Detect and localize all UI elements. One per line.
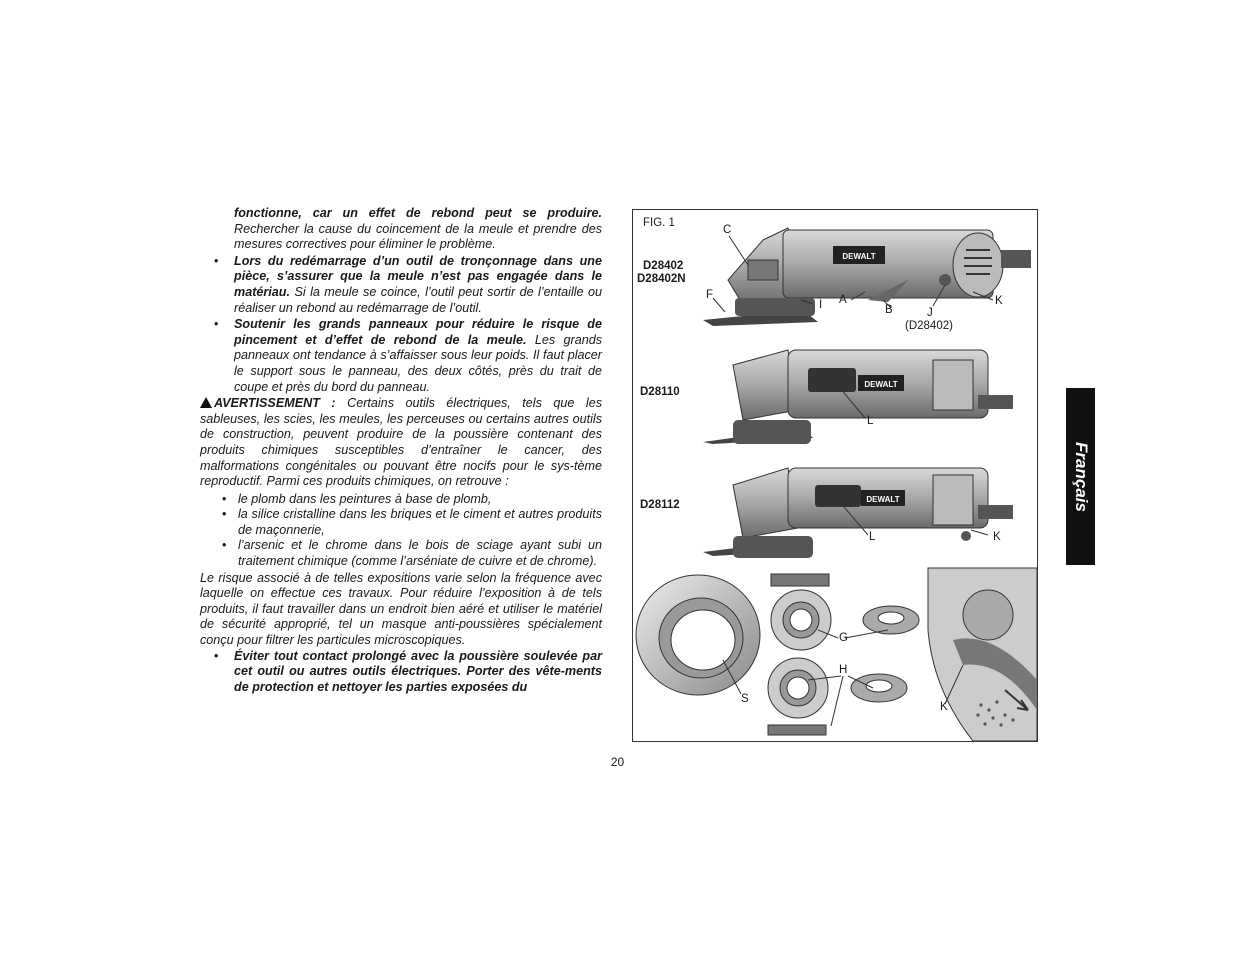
text: Certains outils électriques, tels que les sableuses, les scies, les meules, les perceuses ou certains autres outils de construction, peuvent produire de la poussière contenant des produits chimiques susceptibles d’entraîner le cancer, des malformations congénitales ou pouvant être nocifs pour le sys-tème reproductif. Parmi ces produits chimiques, on retrouve :: [200, 396, 602, 489]
text: Rechercher la cause du coincement de la meule et prendre des mesures correctives pour éliminer le problème.: [234, 221, 602, 252]
bullet-item: • Soutenir les grands panneaux pour réduire le risque de pincement et d’effet de rebond de la meule. Les grands panneaux ont tendance à s’affaisser sous leur poids. Il faut placer le support sous le panneau, des deux côtés, près du trait de coupe et près du bord du panneau.: [214, 317, 603, 394]
figure-title: FIG. 1: [643, 217, 675, 229]
bold-text: Soutenir les grands panneaux pour réduire le risque de pincement et d’effet de rebond de la meule.: [234, 317, 602, 347]
brand-logo: DEWALT: [866, 495, 900, 504]
callout-l: L: [869, 531, 876, 543]
model-label: D28402: [643, 260, 684, 272]
list-item: • la silice cristalline dans les briques et le ciment et autres produits de maçonnerie,: [222, 507, 602, 537]
bullet-item: • Lors du redémarrage d’un outil de tronçonnage dans une pièce, s’assurer que la meule n’est pas engagée dans le matériau. Si la meule se coince, l’outil peut sortir de l’entaille ou réaliser un rebond au redémarrage de l’outil.: [214, 253, 602, 315]
text: la silice cristalline dans les briques et le ciment et autres produits de maçonnerie,: [238, 507, 602, 537]
text: l’arsenic et le chrome dans le bois de sciage ayant subi un traitement chimique (comme l’arséniate de cuivre et de chrome).: [238, 538, 602, 569]
brand-logo: DEWALT: [864, 380, 898, 389]
model-label: D28402N: [637, 273, 686, 285]
dust-port-k-drawing: [928, 568, 1037, 741]
model-label: D28110: [640, 386, 680, 398]
body-text-column: [200, 206, 602, 695]
grinder-d28112-drawing: [703, 468, 1013, 558]
flange-s-drawing: [636, 575, 760, 695]
callout-j: J: [927, 307, 933, 319]
callout-k: K: [995, 295, 1003, 307]
model-label: D28112: [640, 499, 680, 511]
callout-s: S: [741, 693, 749, 705]
callout-k: K: [940, 701, 948, 713]
callout-a: A: [839, 294, 847, 306]
bold-text: Lors du redémarrage d’un outil de tronçonnage dans une pièce, s’assurer que la meule n’est pas engagée dans le matériau.: [234, 253, 602, 299]
brand-logo: DEWALT: [842, 252, 876, 261]
paragraph: Le risque associé à de telles expositions varie selon la fréquence avec laquelle on effectue ces travaux. Pour réduire l’exposition à de tels produits, il faut travailler dans un endroit bien aéré et utiliser le matériel de sécurité approprié, tel un masque anti-poussières spécialement conçu pour filtrer les particules microscopiques.: [200, 570, 602, 648]
callout-i: I: [819, 299, 823, 311]
language-tab: [1066, 388, 1095, 565]
callout-c: C: [723, 224, 732, 236]
warning-paragraph: [200, 396, 602, 490]
language-tab-label: Français: [1071, 441, 1091, 512]
bold-text: Éviter tout contact prolongé avec la poussière soulevée par cet outil ou autres outils électriques. Porter des vête-ments de protection et nettoyer les parties exposées du: [234, 648, 602, 694]
bullet-item: • Éviter tout contact prolongé avec la poussière soulevée par cet outil ou autres outils électriques. Porter des vête-ments de protection et nettoyer les parties exposées du: [214, 648, 602, 694]
callout-j-note: (D28402): [905, 320, 953, 332]
flange-h-drawing: [768, 658, 907, 735]
grinder-illustration: [633, 210, 1037, 741]
page-number: 20: [610, 755, 625, 769]
bold-text: fonctionne, car un effet de rebond peut se produire.: [234, 206, 602, 220]
paragraph: [200, 206, 602, 253]
text: Si la meule se coince, l’outil peut sortir de l’entaille ou réaliser un rebond au redémarrage de l’outil.: [234, 284, 602, 315]
figure-1: [632, 209, 1038, 742]
callout-b: B: [885, 304, 893, 316]
list-item: • le plomb dans les peintures à base de plomb,: [222, 491, 492, 506]
text: Les grands panneaux ont tendance à s’affaisser sous leur poids. Il faut placer le support sous le panneau, des deux côtés, près du trait de coupe et près du bord du panneau.: [234, 332, 603, 394]
grinder-d28110-drawing: [703, 350, 1013, 444]
callout-k: K: [993, 531, 1001, 543]
text: le plomb dans les peintures à base de plomb,: [238, 491, 492, 506]
grinder-d28402-drawing: [703, 228, 1031, 326]
warning-label: AVERTISSEMENT :: [214, 396, 336, 411]
callout-l: L: [867, 415, 874, 427]
list-item: • l’arsenic et le chrome dans le bois de sciage ayant subi un traitement chimique (comme l’arséniate de cuivre et de chrome).: [222, 538, 602, 569]
callout-f: F: [706, 289, 714, 301]
callout-g: G: [839, 632, 848, 644]
warning-icon: [200, 397, 212, 408]
callout-h: H: [839, 664, 848, 676]
